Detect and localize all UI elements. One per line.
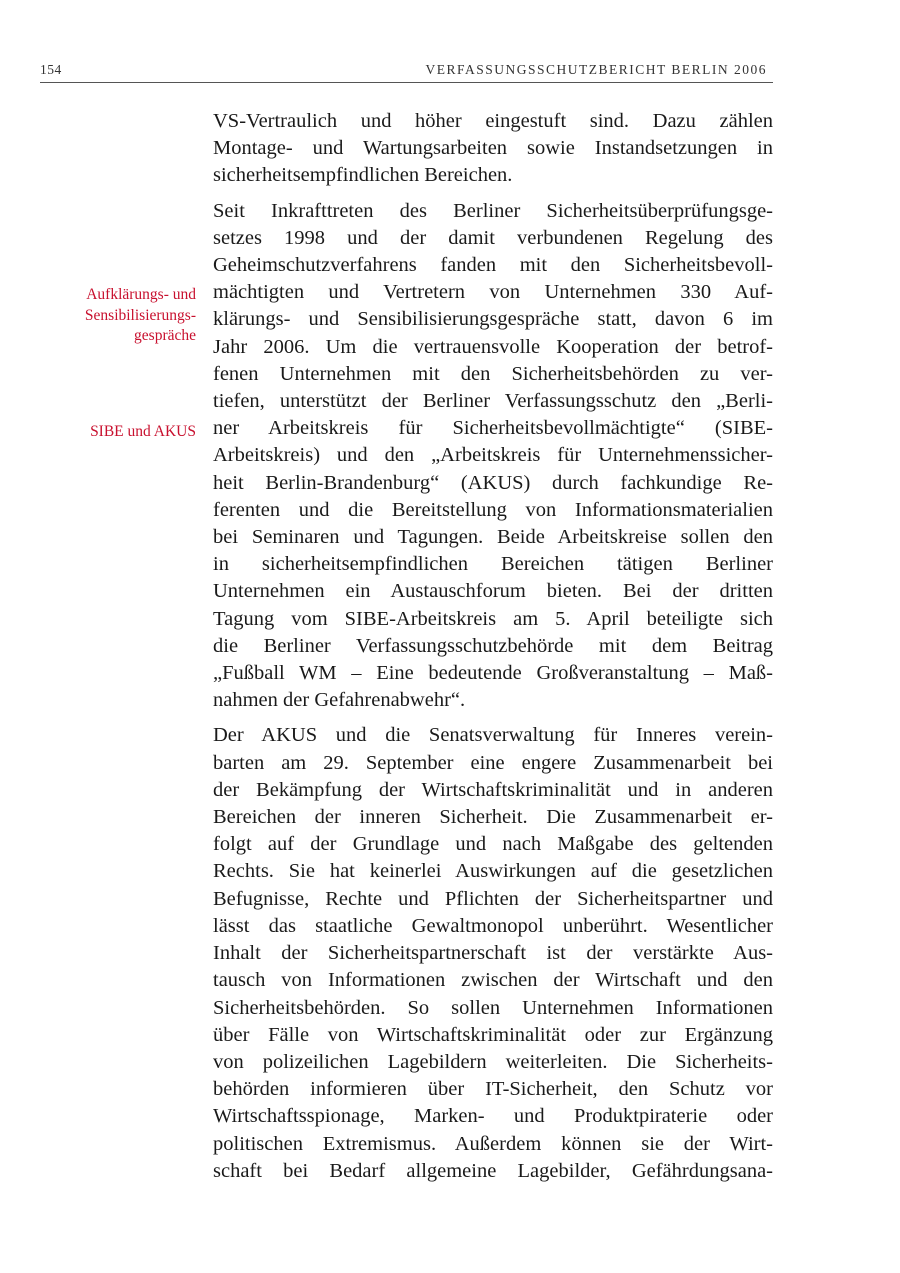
text-line: bei Seminaren und Tagungen. Beide Arbeitskreise sollen den [213, 526, 773, 549]
text-line: sicherheitsempfindlichen Bereichen. [213, 164, 513, 187]
text-line: heit Berlin-Brandenburg“ (AKUS) durch fachkundige Re- [213, 471, 773, 494]
text-line: Rechts. Sie hat keinerlei Auswirkungen auf die gesetzlichen [213, 860, 773, 883]
text-line: fenen Unternehmen mit den Sicherheitsbehörden zu ver- [213, 362, 773, 385]
text-line: in sicherheitsempfindlichen Bereichen tätigen Berliner [213, 553, 773, 576]
text-line: über Fälle von Wirtschaftskriminalität oder zur Ergänzung [213, 1023, 773, 1046]
text-line: VS-Vertraulich und höher eingestuft sind. Dazu zählen [213, 110, 773, 132]
paragraph [213, 198, 773, 715]
text-line: klärungs- und Sensibilisierungsgespräche statt, davon 6 im [213, 308, 773, 331]
running-title: VERFASSUNGSSCHUTZBERICHT BERLIN 2006 [425, 62, 767, 77]
text-line: ner Arbeitskreis für Sicherheitsbevollmächtigte“ (SIBE- [213, 417, 773, 440]
margin-note-line: gespräche [134, 327, 196, 344]
margin-note-sibe-akus [0, 422, 196, 443]
text-line: Inhalt der Sicherheitspartnerschaft ist der verstärkte Aus- [213, 942, 773, 965]
text-line: Arbeitskreis) und den „Arbeitskreis für Unternehmenssicher- [213, 444, 773, 467]
margin-note-line: SIBE und AKUS [90, 423, 196, 440]
text-line: von polizeilichen Lagebildern weiterleiten. Die Sicherheits- [213, 1050, 773, 1073]
text-line: Tagung vom SIBE-Arbeitskreis am 5. April beteiligte sich [213, 607, 773, 630]
text-line: der Bekämpfung der Wirtschaftskriminalität und in anderen [213, 778, 773, 801]
text-line: setzes 1998 und der damit verbundenen Regelung des [213, 226, 773, 249]
text-line: folgt auf der Grundlage und nach Maßgabe des geltenden [213, 833, 773, 856]
text-line: nahmen der Gefahrenabwehr“. [213, 689, 466, 712]
page-number: 154 [40, 62, 62, 77]
text-line: schaft bei Bedarf allgemeine Lagebilder, Gefährdungsana- [213, 1159, 773, 1182]
paragraph [213, 108, 773, 190]
text-line: Jahr 2006. Um die vertrauensvolle Kooperation der betrof- [213, 335, 773, 358]
text-line: mächtigten und Vertretern von Unternehmen 330 Auf- [213, 281, 773, 304]
margin-note-aufklaerung [0, 285, 196, 347]
text-line: Der AKUS und die Senatsverwaltung für Inneres verein- [213, 724, 773, 747]
text-line: Montage- und Wartungsarbeiten sowie Instandsetzungen in [213, 137, 773, 160]
text-line: barten am 29. September eine engere Zusammenarbeit bei [213, 751, 773, 774]
page-header [40, 60, 773, 83]
text-line: Geheimschutzverfahrens fanden mit den Sicherheitsbevoll- [213, 254, 773, 277]
text-line: „Fußball WM – Eine bedeutende Großveranstaltung – Maß- [213, 662, 773, 685]
text-line: Sicherheitsbehörden. So sollen Unternehmen Informationen [213, 996, 773, 1019]
margin-note-line: Aufklärungs- und [86, 286, 196, 303]
text-line: politischen Extremismus. Außerdem können sie der Wirt- [213, 1132, 773, 1155]
paragraph [213, 722, 773, 1184]
text-line: lässt das staatliche Gewaltmonopol unberührt. Wesentlicher [213, 914, 773, 937]
text-line: tiefen, unterstützt der Berliner Verfassungsschutz den „Berli- [213, 390, 773, 413]
text-line: Wirtschaftsspionage, Marken- und Produktpiraterie oder [213, 1105, 773, 1128]
text-line: die Berliner Verfassungsschutzbehörde mit dem Beitrag [213, 634, 773, 657]
body-text [213, 108, 773, 1193]
margin-note-line: Sensibilisierungs- [84, 306, 196, 324]
text-line: tausch von Informationen zwischen der Wirtschaft und den [213, 969, 773, 992]
text-line: Befugnisse, Rechte und Pflichten der Sicherheitspartner und [213, 887, 773, 910]
text-line: Bereichen der inneren Sicherheit. Die Zusammenarbeit er- [213, 806, 773, 829]
text-line: behörden informieren über IT-Sicherheit, den Schutz vor [213, 1078, 773, 1101]
text-line: Unternehmen ein Austauschforum bieten. Bei der dritten [213, 580, 773, 603]
text-line: ferenten und die Bereitstellung von Informationsmaterialien [213, 498, 773, 521]
text-line: Seit Inkrafttreten des Berliner Sicherheitsüberprüfungsge- [213, 199, 773, 222]
